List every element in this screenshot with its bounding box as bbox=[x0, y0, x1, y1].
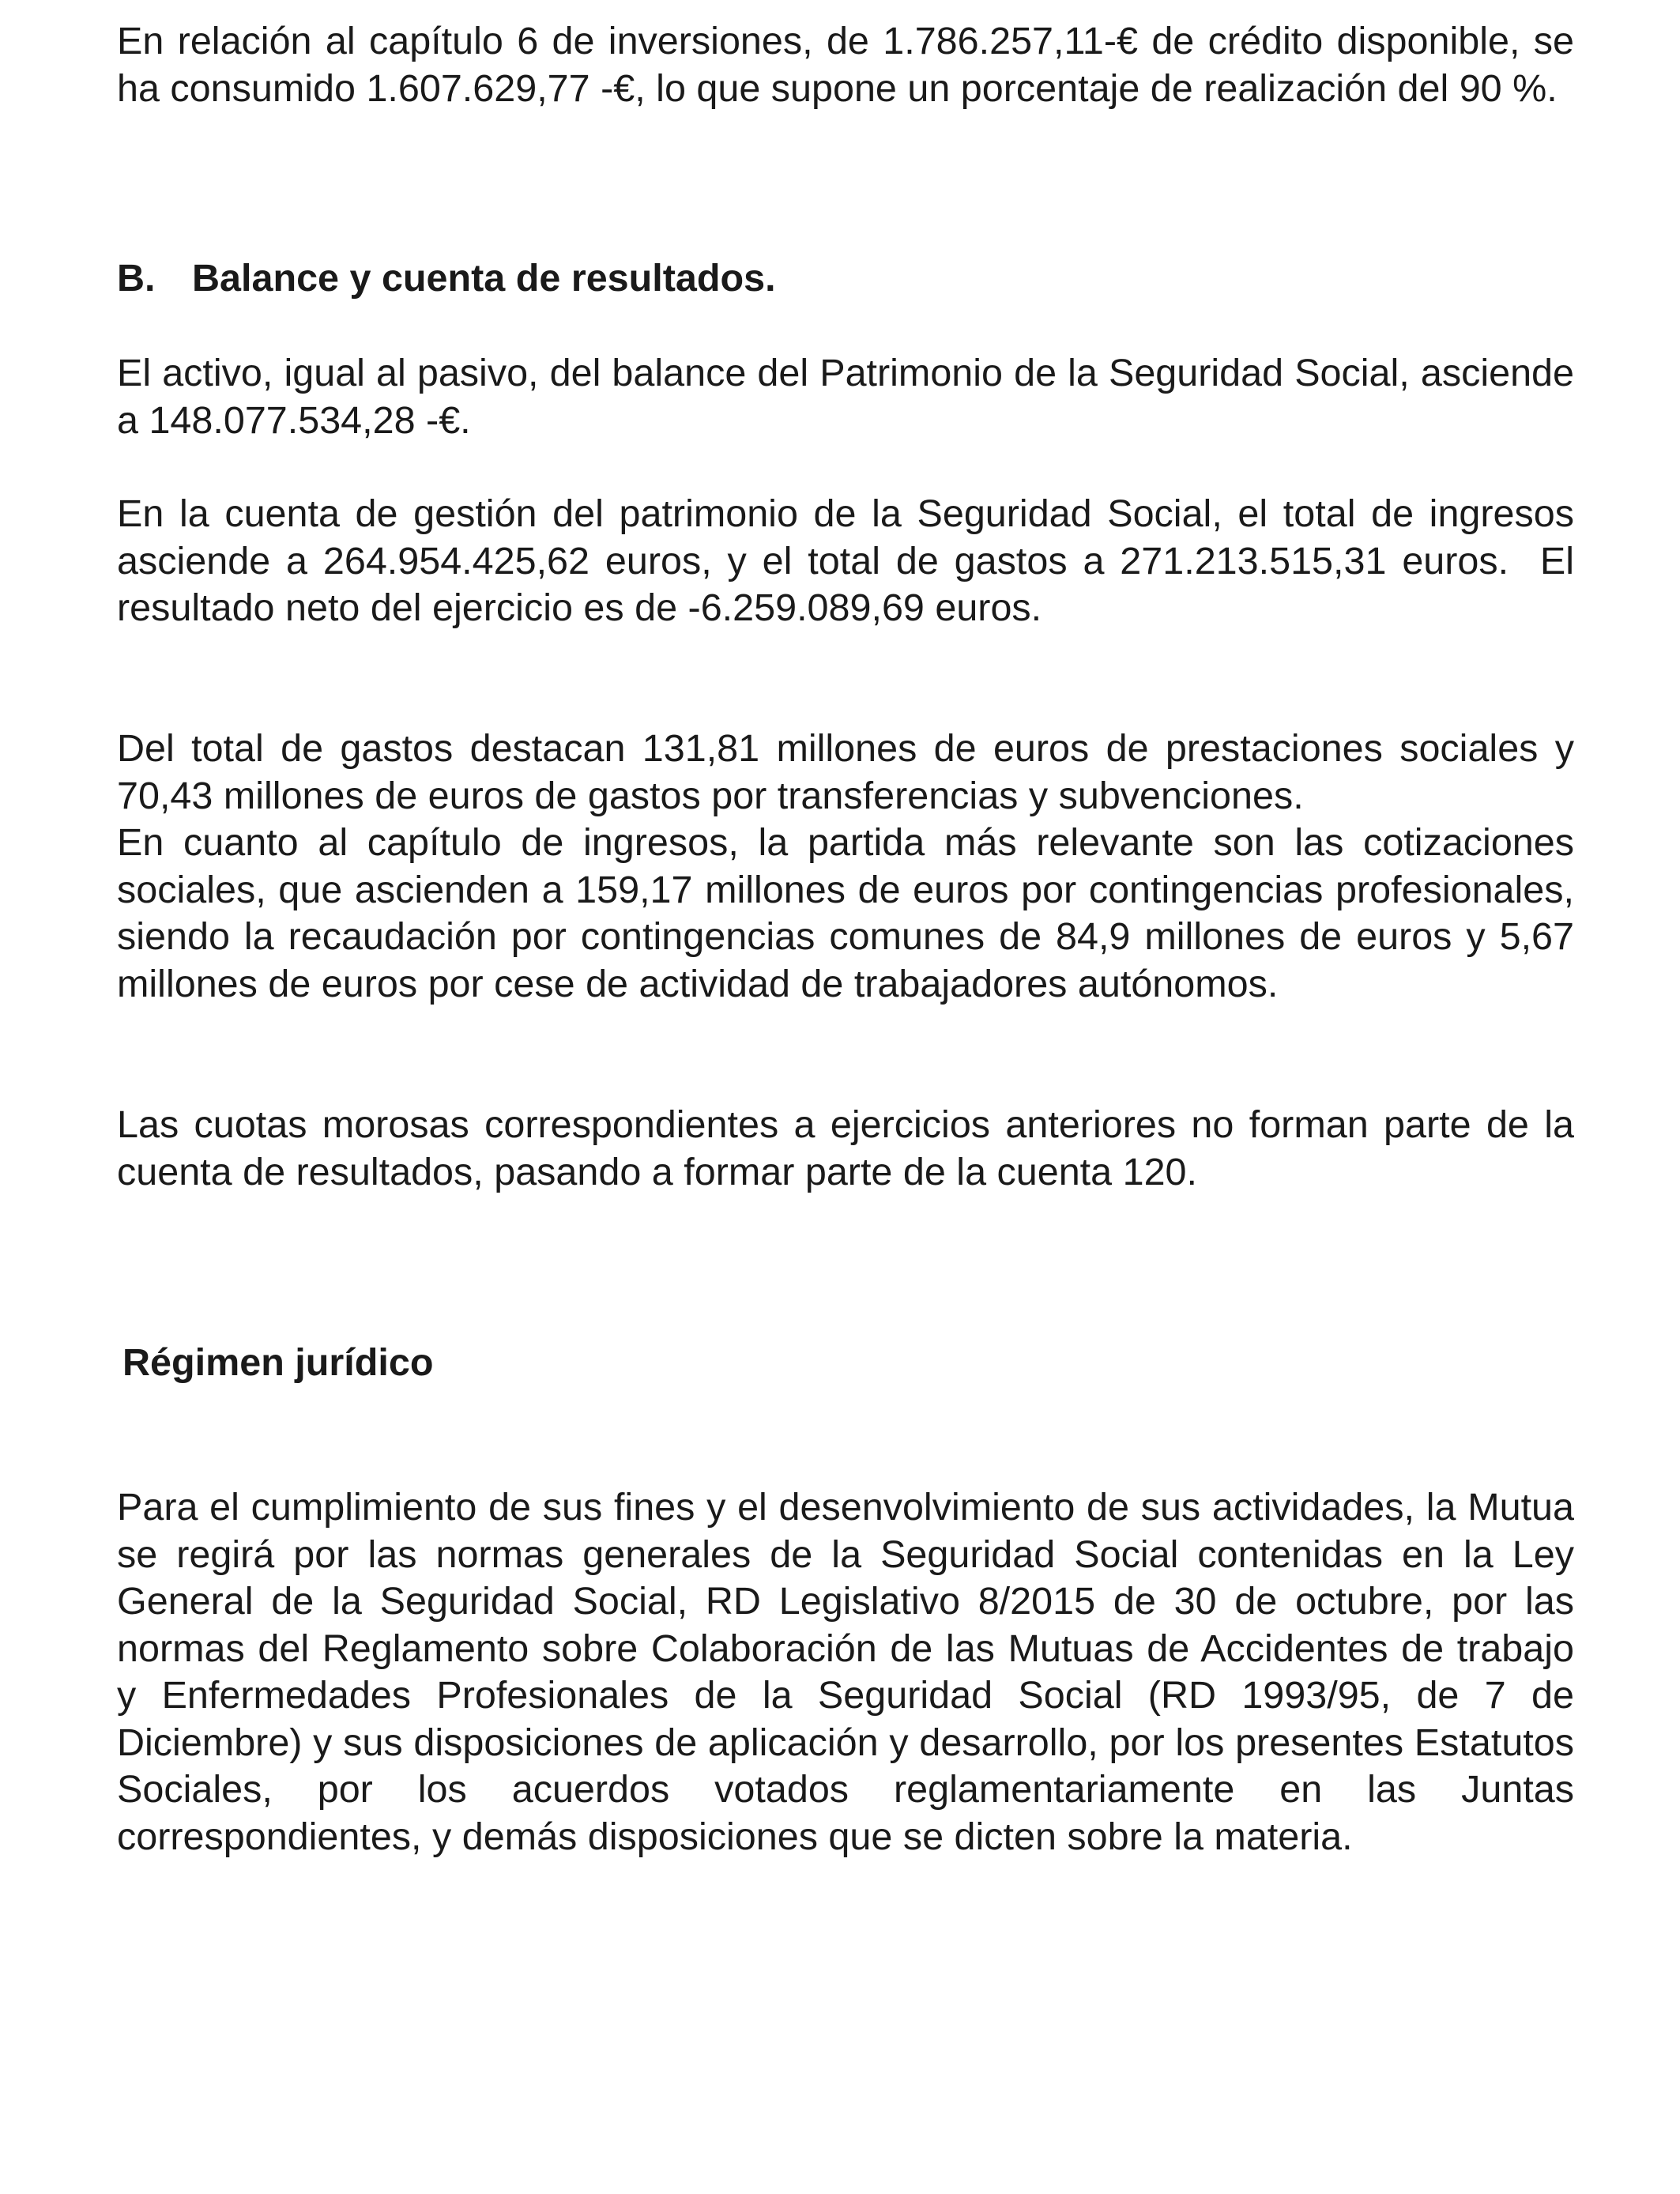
paragraph-gastos: Del total de gastos destacan 131,81 millones de euros de prestaciones sociales y 70,43 millones de euros de gastos por transferencias y subvenciones. bbox=[117, 727, 1585, 817]
paragraph-inversiones: En relación al capítulo 6 de inversiones, de 1.786.257,11-€ de crédito disponible, se ha consumido 1.607.629,77 -€, lo que supone un porcentaje de realización del 90 %. bbox=[117, 20, 1585, 110]
paragraph-regimen: Para el cumplimiento de sus fines y el desenvolvimiento de sus actividades, la Mutua se regirá por las normas generales de la Seguridad Social contenidas en la Ley General de la Seguridad Social, RD Legislativo 8/2015 de 30 de octubre, por las normas del Reglamento sobre Colaboración de las Mutuas de Accidentes de trabajo y Enfermedades Profesionales de la Seguridad Social (RD 1993/95, de 7 de Diciembre) y sus disposiciones de aplicación y desarrollo, por los presentes Estatutos Sociales, por los acuerdos votados reglamentariamente en las Juntas correspondientes, y demás disposiciones que se dicten sobre la materia. bbox=[117, 1486, 1585, 1858]
paragraph-cuotas-morosas: Las cuotas morosas correspondientes a ejercicios anteriores no forman parte de la cuenta de resultados, pasando a formar parte de la cuenta 120. bbox=[117, 1103, 1585, 1193]
paragraph-activo: El activo, igual al pasivo, del balance del Patrimonio de la Seguridad Social, asciende a 148.077.534,28 -€. bbox=[117, 352, 1585, 442]
section-b-heading bbox=[117, 255, 776, 303]
paragraph-ingresos: En cuanto al capítulo de ingresos, la partida más relevante son las cotizaciones sociales, que ascienden a 159,17 millones de euros por contingencias profesionales, siendo la recaudación por contingencias comunes de 84,9 millones de euros y 5,67 millones de euros por cese de actividad de trabajadores autónomos. bbox=[117, 821, 1585, 1005]
paragraph-cuenta-gestion: En la cuenta de gestión del patrimonio de la Seguridad Social, el total de ingresos asciende a 264.954.425,62 euros, y el total de gastos a 271.213.515,31 euros. El resultado neto del ejercicio es de -6.259.089,69 euros. bbox=[117, 492, 1617, 629]
section-b-title: Balance y cuenta de resultados. bbox=[192, 257, 776, 300]
regimen-juridico-heading: Régimen jurídico bbox=[122, 1341, 434, 1384]
section-b-letter: B. bbox=[117, 257, 156, 300]
